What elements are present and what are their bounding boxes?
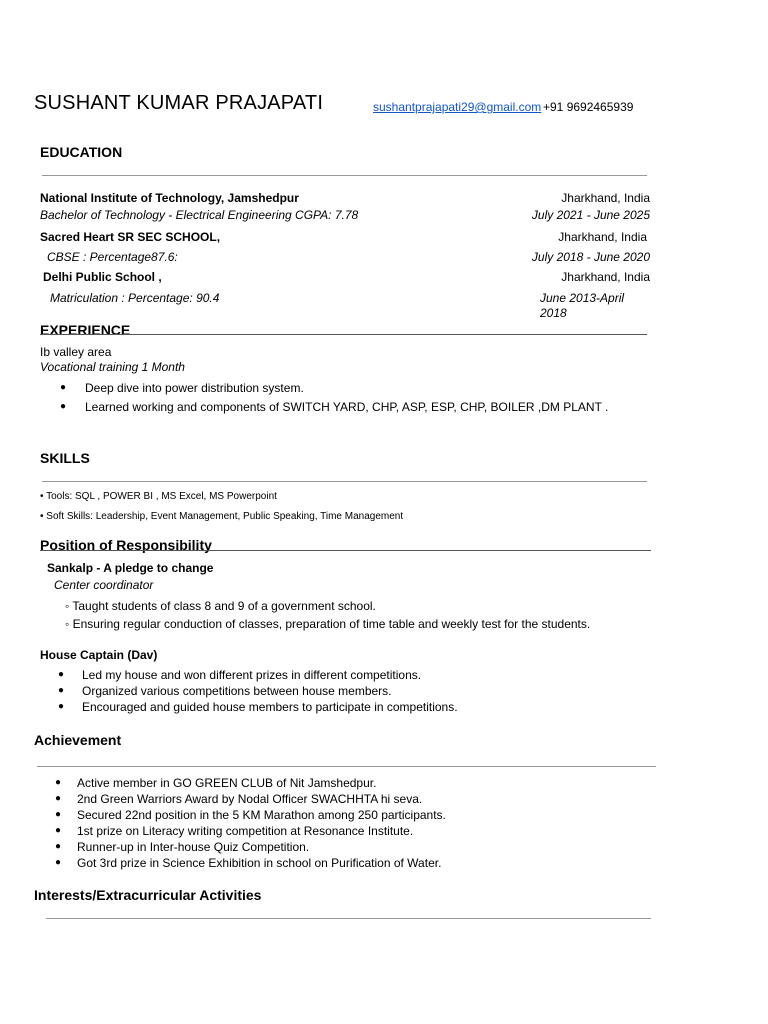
interests-divider <box>46 918 651 919</box>
education-location-2: Jharkhand, India <box>558 230 647 244</box>
education-detail-3: Matriculation : Percentage: 90.4 <box>50 291 220 305</box>
captain-title: House Captain (Dav) <box>40 648 158 662</box>
education-dates-3b: 2018 <box>540 306 567 320</box>
bullet-glyph: ● <box>60 382 67 393</box>
bullet-glyph: ● <box>58 669 65 680</box>
responsibility-divider <box>40 550 651 551</box>
education-detail-1: Bachelor of Technology - Electrical Engineering CGPA: 7.78 <box>40 208 359 222</box>
education-institution-1: National Institute of Technology, Jamshedpur <box>40 191 299 205</box>
sankalp-role: Center coordinator <box>54 578 154 592</box>
bullet-glyph: ● <box>55 777 62 788</box>
education-dates-1: July 2021 - June 2025 <box>531 208 650 222</box>
skills-soft: • Soft Skills: Leadership, Event Management, Public Speaking, Time Management <box>40 511 404 522</box>
education-divider <box>42 175 647 176</box>
achievement-divider <box>37 766 656 767</box>
sankalp-title: Sankalp - A pledge to change <box>47 561 214 575</box>
experience-role: Vocational training 1 Month <box>40 360 185 374</box>
achievement-bullet-2: 2nd Green Warriors Award by Nodal Officer SWACHHTA hi seva. <box>77 792 423 806</box>
education-dates-2: July 2018 - June 2020 <box>531 250 650 264</box>
achievement-bullet-3: Secured 22nd position in the 5 KM Marathon among 250 participants. <box>77 808 446 822</box>
bullet-glyph: ● <box>55 825 62 836</box>
education-institution-3: Delhi Public School , <box>43 270 162 284</box>
achievement-bullet-5: Runner-up in Inter-house Quiz Competition. <box>77 840 310 854</box>
captain-bullet-2: Organized various competitions between house members. <box>82 684 392 698</box>
experience-bullet-1: Deep dive into power distribution system. <box>85 381 304 395</box>
achievement-bullet-4: 1st prize on Literacy writing competition at Resonance Institute. <box>77 824 414 838</box>
bullet-glyph: ● <box>58 685 65 696</box>
responsibility-heading: Position of Responsibility <box>40 537 212 553</box>
bullet-glyph: ● <box>55 857 62 868</box>
bullet-glyph: ● <box>55 793 62 804</box>
captain-bullet-1: Led my house and won different prizes in different competitions. <box>82 668 422 682</box>
sankalp-bullet-2: ◦ Ensuring regular conduction of classes, preparation of time table and weekly test for the students. <box>65 617 591 631</box>
skills-divider <box>42 481 647 482</box>
phone-number: +91 9692465939 <box>543 100 634 114</box>
achievement-bullet-1: Active member in GO GREEN CLUB of Nit Jamshedpur. <box>77 776 377 790</box>
interests-heading: Interests/Extracurricular Activities <box>34 887 262 903</box>
candidate-name: SUSHANT KUMAR PRAJAPATI <box>34 92 324 114</box>
experience-heading: EXPERIENCE <box>40 322 131 338</box>
bullet-glyph: ● <box>58 701 65 712</box>
bullet-glyph: ● <box>55 809 62 820</box>
bullet-glyph: ● <box>60 401 67 412</box>
education-institution-2: Sacred Heart SR SEC SCHOOL, <box>40 230 221 244</box>
skills-heading: SKILLS <box>40 450 90 466</box>
education-location-1: Jharkhand, India <box>561 191 650 205</box>
experience-divider <box>40 334 647 335</box>
sankalp-bullet-1: ◦ Taught students of class 8 and 9 of a government school. <box>65 599 376 613</box>
experience-bullet-2: Learned working and components of SWITCH YARD, CHP, ASP, ESP, CHP, BOILER ,DM PLANT . <box>85 400 609 414</box>
education-heading: EDUCATION <box>40 144 123 160</box>
experience-org: Ib valley area <box>40 345 112 359</box>
education-dates-3a: June 2013-April <box>540 291 625 305</box>
bullet-glyph: ● <box>55 841 62 852</box>
education-location-3: Jharkhand, India <box>561 270 650 284</box>
achievement-heading: Achievement <box>34 732 122 748</box>
achievement-bullet-6: Got 3rd prize in Science Exhibition in school on Purification of Water. <box>77 856 442 870</box>
education-detail-2: CBSE : Percentage87.6: <box>47 250 178 264</box>
skills-tools: • Tools: SQL , POWER BI , MS Excel, MS Powerpoint <box>40 491 277 502</box>
email-link[interactable]: sushantprajapati29@gmail.com <box>373 100 542 114</box>
captain-bullet-3: Encouraged and guided house members to participate in competitions. <box>82 700 458 714</box>
